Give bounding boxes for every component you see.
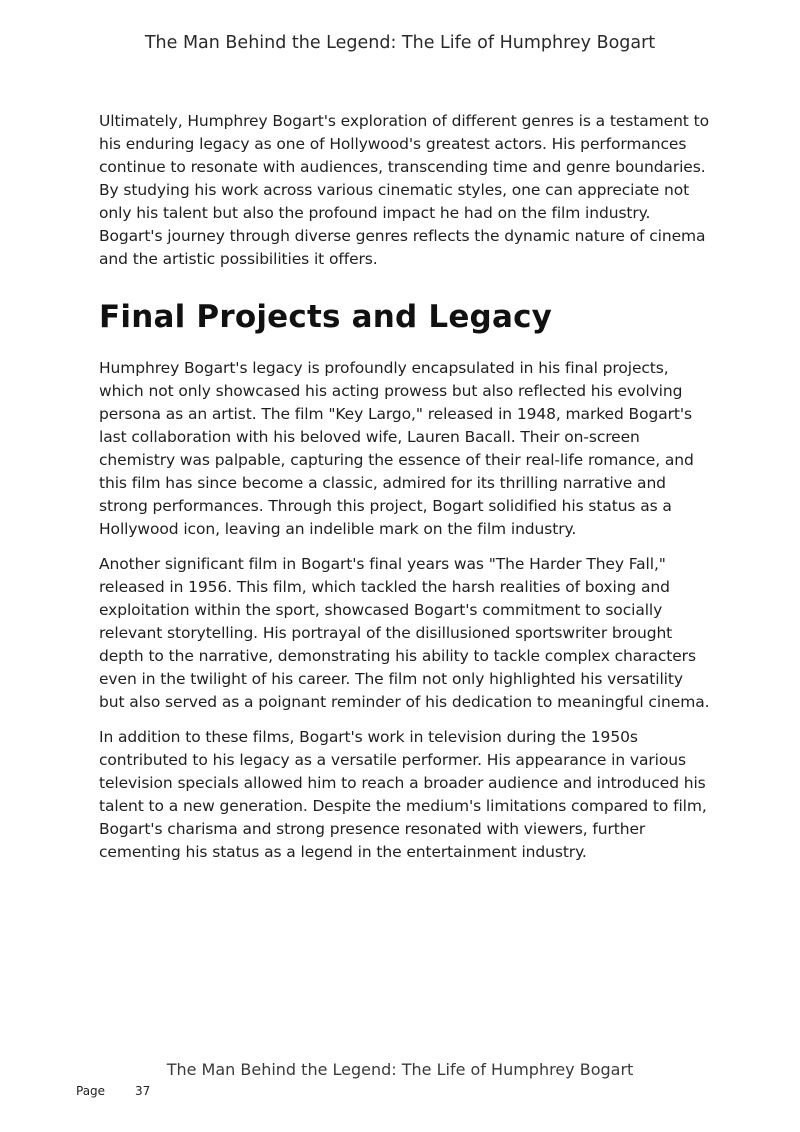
page-number: 37 — [135, 1084, 151, 1098]
page-body — [99, 110, 711, 864]
section-paragraph-2: Another significant film in Bogart's final years was "The Harder They Fall," released in 1956. This film, which tackled the harsh realities of boxing and exploitation within the sport, showcased Bogart's commitment to socially relevant storytelling. His portrayal of the disillusioned sportswriter brought depth to the narrative, demonstrating his ability to tackle complex characters even in the twilight of his career. The film not only highlighted his versatility but also served as a poignant reminder of his dedication to meaningful cinema. — [99, 555, 710, 711]
section-heading: Final Projects and Legacy — [99, 299, 553, 335]
running-footer-title: The Man Behind the Legend: The Life of Humphrey Bogart — [166, 1060, 634, 1079]
section-paragraph-1: Humphrey Bogart's legacy is profoundly encapsulated in his final projects, which not only showcased his acting prowess but also reflected his evolving persona as an artist. The film "Key Largo," released in 1948, marked Bogart's last collaboration with his beloved wife, Lauren Bacall. Their on-screen chemistry was palpable, capturing the essence of their real-life romance, and this film has since become a classic, admired for its thrilling narrative and strong performances. Through this project, Bogart solidified his status as a Hollywood icon, leaving an indelible mark on the film industry. — [99, 359, 694, 538]
running-header-title: The Man Behind the Legend: The Life of Humphrey Bogart — [144, 33, 656, 53]
page-label: Page — [76, 1084, 106, 1098]
section-paragraph-3: In addition to these films, Bogart's work in television during the 1950s contributed to his legacy as a versatile performer. His appearance in various television specials allowed him to reach a broader audience and introduced his talent to a new generation. Despite the medium's limitations compared to film, Bogart's charisma and strong presence resonated with viewers, further cementing his status as a legend in the entertainment industry. — [99, 728, 707, 861]
intro-paragraph: Ultimately, Humphrey Bogart's exploration of different genres is a testament to his enduring legacy as one of Hollywood's greatest actors. His performances continue to resonate with audiences, transcending time and genre boundaries. By studying his work across various cinematic styles, one can appreciate not only his talent but also the profound impact he had on the film industry. Bogart's journey through diverse genres reflects the dynamic nature of cinema and the artistic possibilities it offers. — [99, 112, 709, 268]
